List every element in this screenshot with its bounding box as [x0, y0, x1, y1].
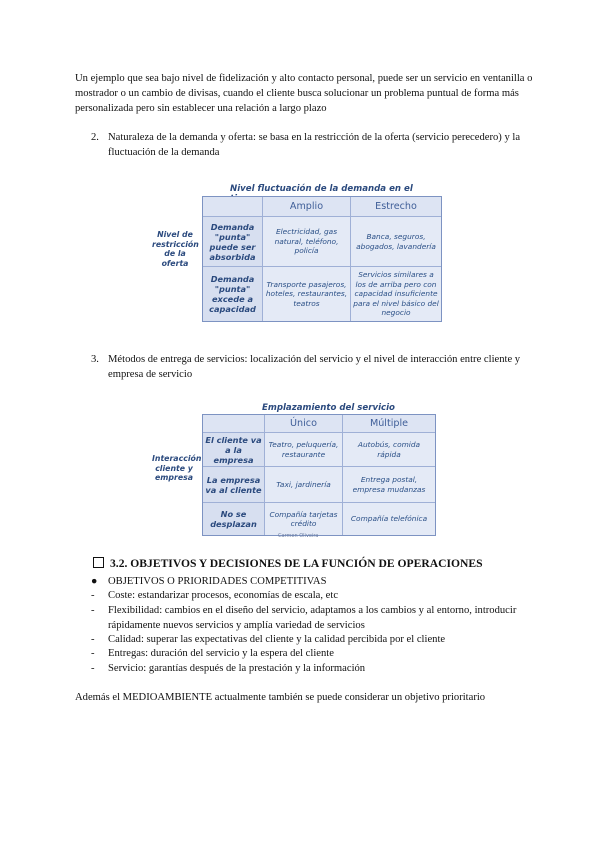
table1-caption: Nivel fluctuación de la demanda en el [230, 184, 413, 194]
figure-delivery-table [152, 400, 438, 540]
list-number-2: 2. [91, 132, 99, 143]
checkbox-icon [93, 557, 104, 568]
section-heading-text: 3.2. OBJETIVOS Y DECISIONES DE LA FUNCIÓN DE OPERACIONES [110, 557, 483, 570]
list-item-3-text: Métodos de entrega de servicios: localización del servicio y el nivel de interacción entre cliente y empresa de servicio [108, 354, 521, 380]
table1-cell: Banca, seguros, abogados, lavandería [351, 217, 441, 267]
list-number-3: 3. [91, 354, 99, 365]
bullet-text: Calidad: superar las expectativas del cliente y la calidad percibida por el cliente [108, 634, 446, 645]
table2-cell: Entrega postal, empresa mudanzas [343, 467, 435, 503]
bullet-text: Flexibilidad: cambios en el diseño del servicio, adaptamos a los cambios y al entorno, introducir rápidamente nuevos servicios y amplía variedad de servicios [108, 605, 517, 631]
table2-caption: Emplazamiento del servicio [262, 403, 395, 413]
table2-cell: Autobús, comida rápida [343, 433, 435, 467]
table1-row-header: Demanda "punta" excede a capacidad [203, 267, 263, 321]
table1-cell: Servicios similares a los de arriba pero con capacidad insuficiente para el nivel básico del negocio [353, 270, 439, 318]
table1-grid [202, 196, 442, 322]
table2-row-header: La empresa va al cliente [203, 467, 265, 503]
table1-cell: Electricidad, gas natural, teléfono, policía [263, 217, 351, 267]
bullet-mark: - [91, 590, 95, 601]
table2-cell: Compañía tarjetas crédito [265, 503, 343, 535]
intro-paragraph: Un ejemplo que sea bajo nivel de fidelización y alto contacto personal, puede ser un servicio en ventanilla o mostrador o un cambio de divisas, cuando el cliente busca solucionar un problema puntual de forma más personalizada pero sin establecer una relación a largo plazo [75, 73, 533, 114]
table1-corner [203, 197, 263, 217]
bullet-mark: - [91, 663, 95, 674]
table2-side-label: Interacción cliente y empresa [152, 454, 202, 482]
table1-side-label: Nivel de restricción de la oferta [152, 230, 199, 268]
table2-corner [203, 415, 265, 433]
bullet-text: Servicio: garantías después de la prestación y la información [108, 663, 366, 674]
figure-demand-table [152, 176, 442, 324]
table1-col-header: Estrecho [351, 197, 441, 217]
table1-row-header: Demanda "punta" puede ser absorbida [203, 217, 263, 267]
section-heading [93, 556, 483, 572]
list-item-2-text: Naturaleza de la demanda y oferta: se basa en la restricción de la oferta (servicio perecedero) y la fluctuación de la demanda [108, 132, 521, 158]
bullet-text: Entregas: duración del servicio y la espera del cliente [108, 648, 334, 659]
bullet-text: Coste: estandarizar procesos, economías de escala, etc [108, 590, 339, 601]
table2-footer: Carmen Oliveira [278, 533, 319, 539]
bullet-mark: - [91, 605, 95, 616]
table2-cell: Taxi, jardinería [265, 467, 343, 503]
bullet-text: OBJETIVOS O PRIORIDADES COMPETITIVAS [108, 576, 327, 587]
table1-cell: Transporte pasajeros, hoteles, restaurantes, teatros [263, 267, 351, 321]
table2-row-header: No se desplazan [203, 503, 265, 535]
table2-grid [202, 414, 436, 536]
closing-paragraph: Además el MEDIOAMBIENTE actualmente también se puede considerar un objetivo prioritario [75, 692, 486, 703]
table1-col-header: Amplio [263, 197, 351, 217]
table2-cell: Compañía telefónica [350, 514, 428, 524]
bullet-mark: ● [91, 576, 98, 587]
bullet-mark: - [91, 648, 95, 659]
table2-col-header: Único [265, 415, 343, 433]
bullet-mark: - [91, 634, 95, 645]
table2-col-header: Múltiple [343, 415, 435, 433]
table2-row-header: El cliente va a la empresa [203, 433, 265, 467]
table2-cell: Teatro, peluquería, restaurante [265, 433, 343, 467]
